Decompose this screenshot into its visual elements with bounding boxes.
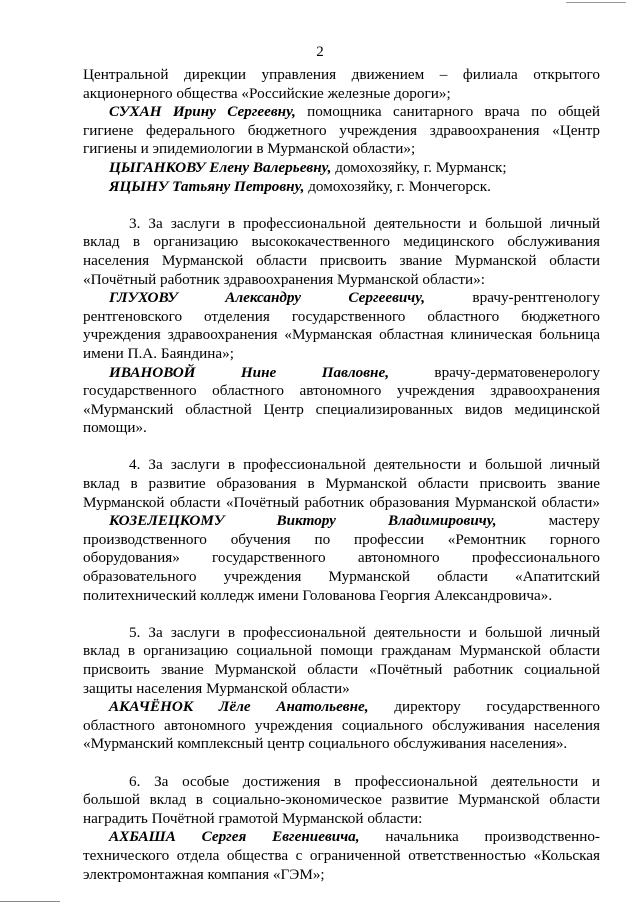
person-name: СУХАН Ирину Сергеевну, [109, 103, 296, 121]
text-line: рентгеновского отделения государственного областного бюджетного [83, 307, 600, 325]
person-name: КОЗЕЛЕЦКОМУ Виктору Владимировичу, [109, 512, 497, 530]
section-3-heading-line: 3. За заслуги в профессиональной деятельности и большой личный [129, 214, 600, 232]
award-entry-sukhan [83, 103, 600, 122]
person-role: врачу-рентгенологу [425, 289, 600, 307]
award-entry-tsygankova [83, 159, 600, 178]
text-line: политехнический колледж имени Голованова Георгия Александровича». [83, 586, 553, 604]
person-name: ЯЦЫНУ Татьяну Петровну, [109, 177, 305, 195]
person-role: домохозяйку, г. Мончегорск. [304, 177, 491, 195]
award-entry-akachenok [83, 698, 600, 717]
text-line: технического отдела общества с ограниченной ответственностью «Кольская [83, 846, 600, 864]
text-line: защиты населения Мурманской области» [83, 679, 350, 697]
text-line: вклад в организацию социальной помощи гражданам Мурманской области [83, 642, 600, 660]
text-line: Центральной дирекции управления движением – филиала открытого [83, 66, 600, 83]
text-line: производственного обучения по профессии «Ремонтник горного [83, 530, 600, 548]
text-line: оборудования» государственного автономного профессионального [83, 549, 600, 567]
person-name: ГЛУХОВУ Александру Сергеевичу, [109, 289, 426, 307]
text-line: «Почётный работник здравоохранения Мурманской области»: [83, 270, 485, 288]
text-line: присвоить звание Мурманской области «Почётный работник социальной [83, 661, 600, 678]
text-line: вклад в организацию высококачественного медицинского обслуживания [83, 233, 600, 251]
text-line: образовательного учреждения Мурманской области «Апатитский [83, 568, 600, 586]
text-line: акционерного общества «Российские железные дороги»; [83, 84, 451, 102]
person-role: помощника санитарного врача по общей [295, 103, 600, 121]
section-5-heading-line: 5. За заслуги в профессиональной деятельности и большой личный [129, 623, 600, 641]
section-6-heading-line: 6. За особые достижения в профессиональной деятельности и [129, 772, 600, 790]
award-entry-kozeletsky [83, 512, 600, 531]
text-line: «Мурманский комплексный центр социального обслуживания населения». [83, 735, 568, 753]
text-line: гигиене федерального бюджетного учреждения здравоохранения «Центр [83, 121, 600, 139]
person-role: директору государственного [368, 698, 600, 716]
text-line: государственного областного автономного учреждения здравоохранения [83, 382, 600, 400]
text-line: имени П.А. Баяндина»; [83, 344, 234, 362]
award-entry-ivanova [83, 364, 600, 383]
award-entry-yatsyna [83, 178, 600, 197]
person-name: АКАЧЁНОК Лёле Анатольевне, [109, 698, 369, 716]
award-entry-akhbash [83, 828, 600, 847]
text-line: помощи». [83, 419, 147, 437]
person-role: начальника производственно- [359, 828, 600, 846]
scan-mark-top [566, 2, 626, 3]
person-name: ЦЫГАНКОВУ Елену Валерьевну, [109, 158, 332, 176]
page-number: 2 [316, 44, 324, 60]
scan-mark-bottom [0, 901, 60, 902]
person-role: домохозяйку, г. Мурманск; [331, 158, 507, 176]
text-line: электромонтажная компания «ГЭМ»; [83, 865, 325, 883]
text-line: областного автономного учреждения социального обслуживания населения [83, 716, 600, 734]
text-line: наградить Почётной грамотой Мурманской области: [83, 809, 423, 827]
document-body [83, 66, 600, 884]
text-line: гигиены и эпидемиологии в Мурманской области»; [83, 140, 416, 158]
award-entry-glukhov [83, 289, 600, 308]
text-line: Мурманской области «Почётный работник образования Мурманской области» [83, 493, 600, 511]
text-line: вклад в развитие образования в Мурманской области присвоить звание [83, 475, 600, 493]
person-name: АХБАША Сергея Евгениевича, [109, 828, 360, 846]
person-name: ИВАНОВОЙ Нине Павловне, [109, 363, 390, 381]
person-role: мастеру [496, 512, 600, 530]
text-line: учреждения здравоохранения «Мурманская областная клиническая больница [83, 326, 600, 344]
text-line: большой вклад в социально-экономическое развитие Мурманской области [83, 791, 600, 809]
section-4-heading-line: 4. За заслуги в профессиональной деятельности и большой личный [129, 456, 600, 474]
person-role: врачу-дерматовенерологу [389, 363, 600, 381]
text-line: населения Мурманской области присвоить звание Мурманской области [83, 251, 600, 269]
text-line: «Мурманский областной Центр специализированных видов медицинской [83, 400, 600, 418]
